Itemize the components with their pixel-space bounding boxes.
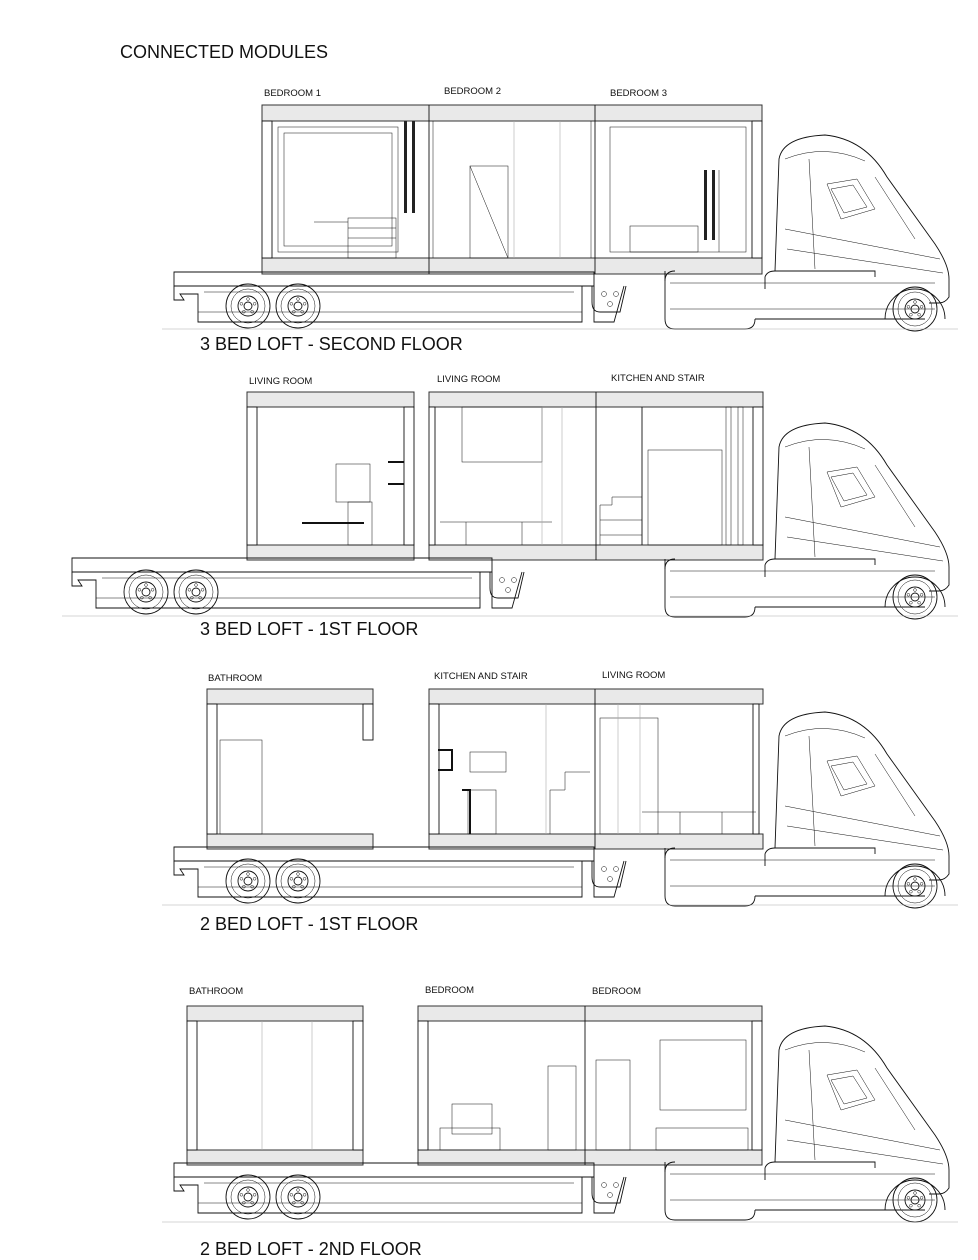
- room-label: BEDROOM: [425, 985, 475, 996]
- section-caption: 2 BED LOFT - 1ST FLOOR: [200, 914, 419, 934]
- module-shell: [187, 1006, 762, 1165]
- section-caption: 3 BED LOFT - 1ST FLOOR: [200, 619, 419, 639]
- module-shell: [207, 689, 763, 849]
- room-label: LIVING ROOM: [602, 670, 666, 681]
- section-1: [162, 86, 958, 354]
- room-label: BEDROOM: [592, 986, 642, 997]
- room-label: KITCHEN AND STAIR: [434, 671, 528, 682]
- room-label: BEDROOM 3: [610, 88, 668, 99]
- room-label: BATHROOM: [189, 986, 244, 997]
- room-label: BEDROOM 1: [264, 88, 322, 99]
- module-shell: [262, 105, 762, 274]
- room-label: LIVING ROOM: [437, 374, 501, 385]
- room-label: LIVING ROOM: [249, 376, 313, 387]
- section-2: [62, 373, 958, 639]
- section-caption: 2 BED LOFT - 2ND FLOOR: [200, 1239, 422, 1259]
- section-caption: 3 BED LOFT - SECOND FLOOR: [200, 334, 463, 354]
- room-label: BEDROOM 2: [444, 86, 502, 97]
- room-label: BATHROOM: [208, 673, 263, 684]
- sheet-title: CONNECTED MODULES: [120, 42, 329, 62]
- section-3: [162, 670, 958, 934]
- section-4: [162, 985, 958, 1259]
- room-label: KITCHEN AND STAIR: [611, 373, 705, 384]
- module-shell: [247, 392, 763, 560]
